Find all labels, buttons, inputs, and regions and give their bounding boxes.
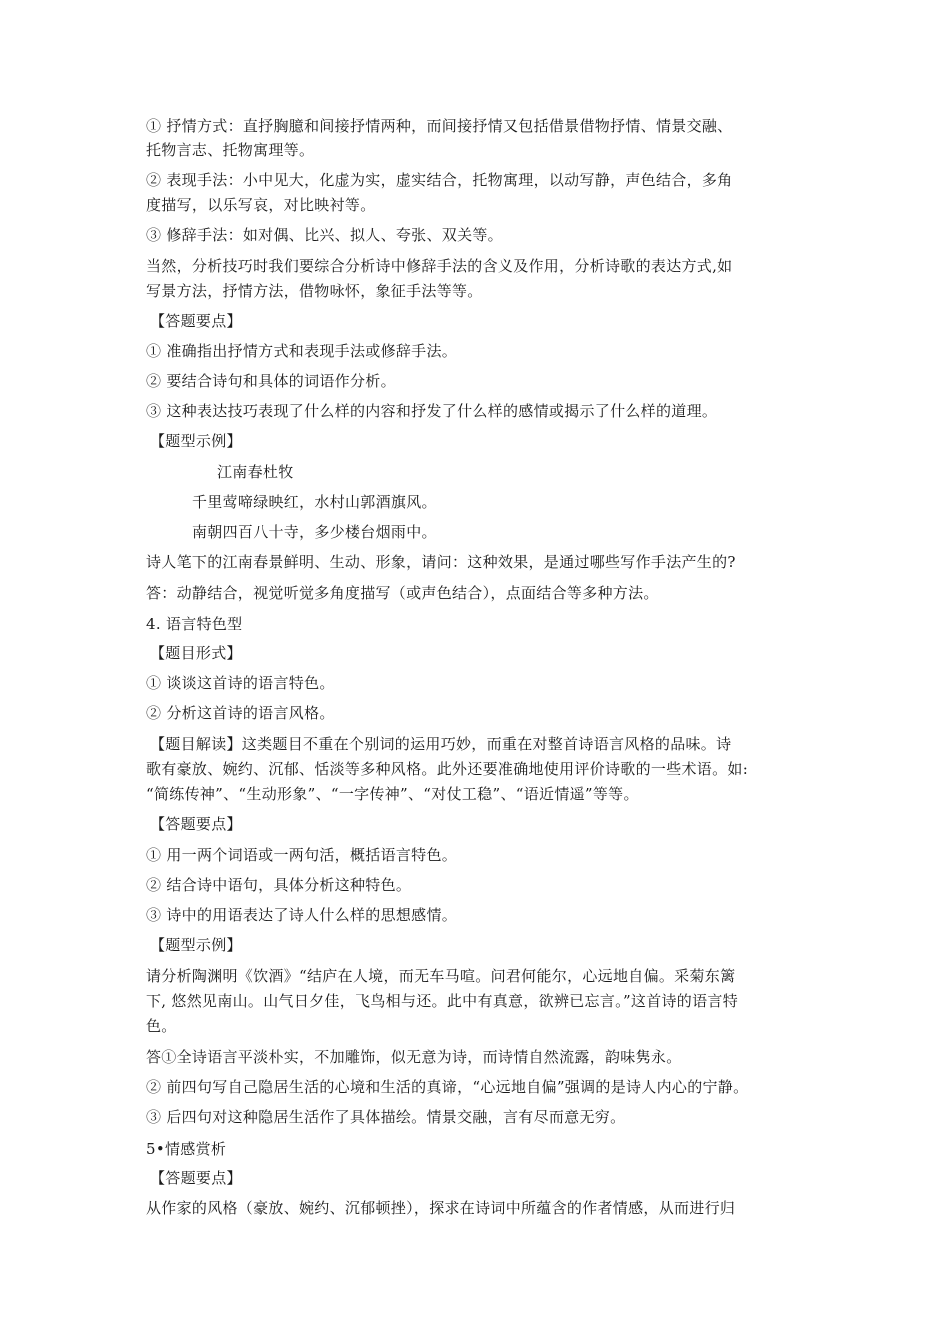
text-line: 歌有豪放、婉约、沉郁、恬淡等多种风格。此外还要准确地使用评价诗歌的一些术语。如: xyxy=(146,760,749,778)
text-line: 当然，分析技巧时我们要综合分析诗中修辞手法的含义及作用，分析诗歌的表达方式,如 xyxy=(146,257,733,275)
text-line: 色。 xyxy=(146,1017,177,1035)
text-line: ② 前四句写自己隐居生活的心境和生活的真谛，“心远地自偏”强调的是诗人内心的宁静。 xyxy=(146,1078,749,1096)
text-line: “简练传神”、“生动形象”、“一字传神”、“对仗工稳”、“语近情遥”等等。 xyxy=(146,785,639,803)
section-heading: 【题型示例】 xyxy=(150,432,242,450)
section-heading: 【答题要点】 xyxy=(150,815,242,833)
text-line: ③ 这种表达技巧表现了什么样的内容和抒发了什么样的感情或揭示了什么样的道理。 xyxy=(146,402,718,420)
section-heading: 【答题要点】 xyxy=(150,312,242,330)
text-line: 答①全诗语言平淡朴实，不加雕饰，似无意为诗，而诗情自然流露，韵味隽永。 xyxy=(146,1048,682,1066)
text-line: 从作家的风格（豪放、婉约、沉郁顿挫），探求在诗词中所蕴含的作者情感，从而进行归 xyxy=(146,1199,736,1217)
text-line: 【题目解读】这类题目不重在个别词的运用巧妙，而重在对整首诗语言风格的品味。诗 xyxy=(150,735,732,753)
text-line: ② 要结合诗句和具体的词语作分析。 xyxy=(146,372,396,390)
section-heading: 【题型示例】 xyxy=(150,936,242,954)
text-line: 托物言志、托物寓理等。 xyxy=(146,141,315,159)
text-line: ① 用一两个词语或一两句活，概括语言特色。 xyxy=(146,846,458,864)
text-line: 度描写，以乐写哀，对比映衬等。 xyxy=(146,196,376,214)
text-line: ③ 修辞手法：如对偶、比兴、拟人、夸张、双关等。 xyxy=(146,226,503,244)
section-heading: 【题目形式】 xyxy=(150,644,242,662)
text-line: 写景方法，抒情方法，借物咏怀，象征手法等等。 xyxy=(146,282,483,300)
text-line: ① 谈谈这首诗的语言特色。 xyxy=(146,674,335,692)
text-line: 下, 悠然见南山。山气日夕佳，飞鸟相与还。此中有真意，欲辨已忘言。”这首诗的语言特 xyxy=(146,992,739,1010)
text-line: 请分析陶渊明《饮酒》“结庐在人境，而无车马喧。问君何能尔，心远地自偏。采菊东篱 xyxy=(146,967,736,985)
text-line: ③ 诗中的用语表达了诗人什么样的思想感情。 xyxy=(146,906,458,924)
text-line: 答：动静结合，视觉听觉多角度描写（或声色结合），点面结合等多种方法。 xyxy=(146,584,659,602)
section-heading: 【答题要点】 xyxy=(150,1169,242,1187)
poem-line: 南朝四百八十寺，多少楼台烟雨中。 xyxy=(192,523,437,541)
poem-title: 江南春杜牧 xyxy=(217,463,294,481)
text-line: ① 抒情方式：直抒胸臆和间接抒情两种，而间接抒情又包括借景借物抒情、情景交融、 xyxy=(146,117,733,135)
section-title: 5•情感赏析 xyxy=(146,1140,227,1158)
text-line: ② 分析这首诗的语言风格。 xyxy=(146,704,335,722)
text-line: ② 表现手法：小中见大，化虚为实，虚实结合，托物寓理，以动写静，声色结合，多角 xyxy=(146,171,733,189)
text-line: ③ 后四句对这种隐居生活作了具体描绘。情景交融，言有尽而意无穷。 xyxy=(146,1108,626,1126)
section-title: 4. 语言特色型 xyxy=(146,615,243,633)
text-line: ① 准确指出抒情方式和表现手法或修辞手法。 xyxy=(146,342,458,360)
text-line: ② 结合诗中语句，具体分析这种特色。 xyxy=(146,876,412,894)
poem-line: 千里莺啼绿映红，水村山郭酒旗风。 xyxy=(192,493,437,511)
text-line: 诗人笔下的江南春景鲜明、生动、形象，请问：这种效果，是通过哪些写作手法产生的? xyxy=(146,553,736,571)
